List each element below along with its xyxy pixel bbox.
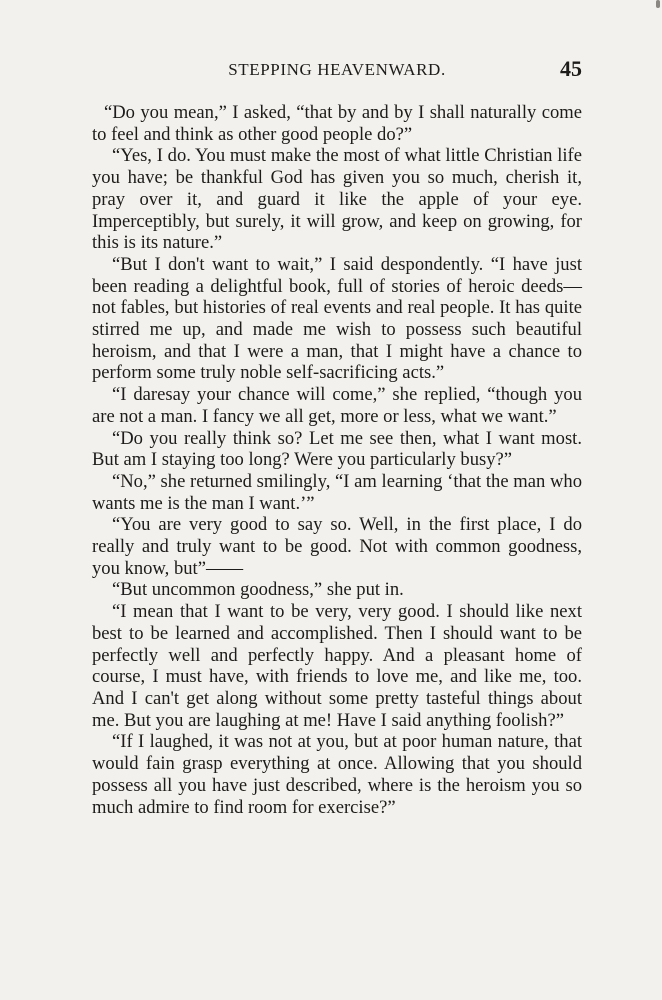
paragraph: “You are very good to say so. Well, in the first place, I do really and truly want to be good. Not with common goodness, you know, but”—— — [92, 514, 582, 579]
running-title: STEPPING HEAVENWARD. — [228, 60, 446, 79]
page-edge-mark — [656, 0, 660, 8]
paragraph: “Do you really think so? Let me see then, what I want most. But am I staying too long? Were you particularly busy?” — [92, 427, 582, 471]
paragraph: “No,” she returned smilingly, “I am learning ‘that the man who wants me is the man I want.’” — [92, 470, 582, 514]
paragraph: “I daresay your chance will come,” she replied, “though you are not a man. I fancy we all get, more or less, what we want.” — [92, 384, 582, 427]
paragraph: “But uncommon goodness,” she put in. — [112, 579, 404, 601]
body-text — [92, 102, 582, 818]
page-number: 45 — [560, 56, 582, 81]
page-header — [92, 56, 582, 84]
paragraph: “But I don't want to wait,” I said despondently. “I have just been reading a delightful book, full of stories of heroic deeds—not fables, but histories of real events and real people. It has quite stirred me up, and made me wish to possess such beautiful heroism, and that I were a man, that I might have a chance to perform some truly noble self-sacrificing acts.” — [92, 253, 582, 384]
paragraph: “Do you mean,” I asked, “that by and by I shall naturally come to feel and think as other good people do?” — [92, 102, 582, 145]
paragraph: “I mean that I want to be very, very good. I should like next best to be learned and accomplished. Then I should want to be perfectly well and perfectly happy. And a pleasant home of course, I must have, with friends to love me, and like me, too. And I can't get along without some pretty tasteful things about me. But you are laughing at me! Have I said anything foolish?” — [92, 601, 582, 731]
paragraph: “If I laughed, it was not at you, but at poor human nature, that would fain grasp everything at once. Allowing that you should possess all you have just described, where is the heroism you so much admire to find room for exercise?” — [92, 731, 582, 818]
paragraph: “Yes, I do. You must make the most of what little Christian life you have; be thankful God has given you so much, cherish it, pray over it, and guard it like the apple of your eye. Imperceptibly, but surely, it will grow, and keep on growing, for this is its nature.” — [92, 145, 582, 254]
